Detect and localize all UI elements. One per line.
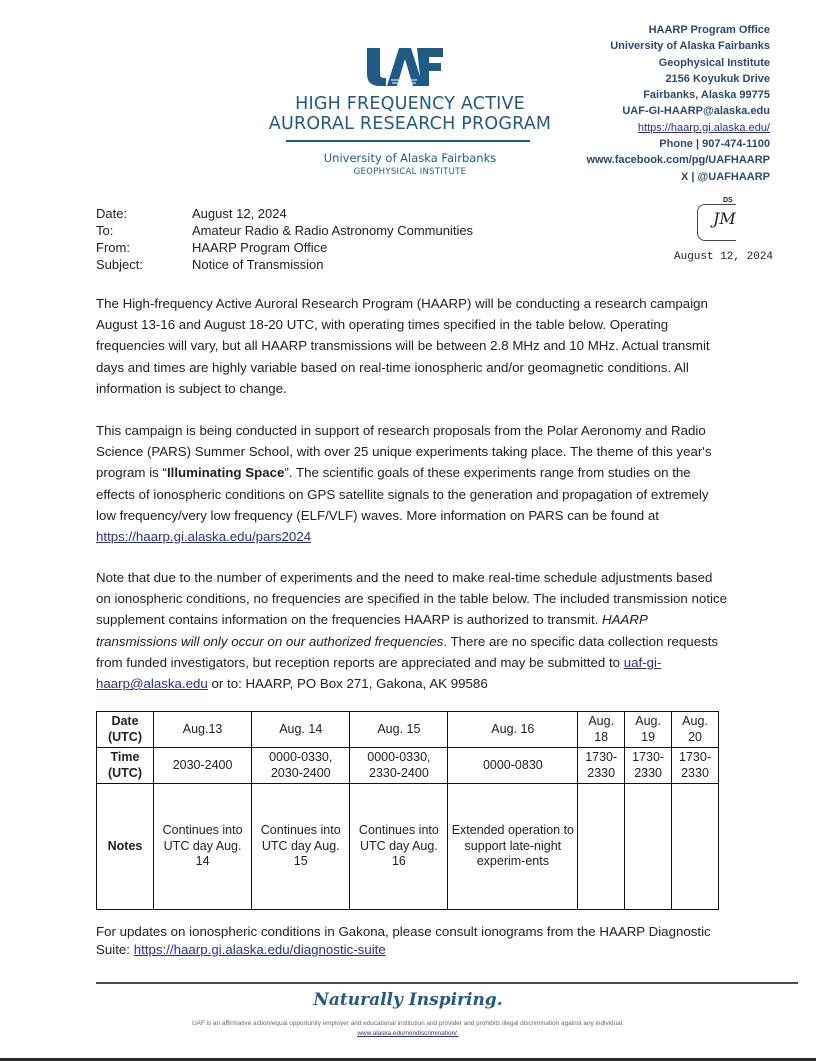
cell-date: Aug. 15 [350,712,448,748]
cell-notes: Continues into UTC day Aug. 15 [252,784,350,910]
diagnostic-suite-link[interactable]: https://haarp.gi.alaska.edu/diagnostic-suite [133,942,386,957]
cell-time: 0000-0830 [448,748,578,784]
address-phone: Phone | 907-474-1100 [659,138,770,151]
note-text-c: or to: HAARP, PO Box 271, Gakona, AK 99586 [207,676,488,692]
cell-time: 1730-2330 [672,748,719,784]
cell-date: Aug. 18 [578,712,625,748]
pars-text-b: ”. The scientific goals of these experiments range from studies on the effects of ionospheric conditions on GPS satellite signals to the generation and propagation of extremely low frequency/very low frequency (ELF/VLF) waves. More information on PARS can be found at [96,465,709,523]
table-row-date [97,712,719,748]
memo-to-value: Amateur Radio & Radio Astronomy Communities [192,223,474,238]
cell-time: 2030-2400 [154,748,252,784]
row-header-notes: Notes [97,784,154,910]
cell-notes [672,784,719,910]
disclaimer-text: UAF is an affirmative action/equal opportunity employer and educational institution and provider and prohibits illegal discrimination against any individual: [192,1020,624,1027]
cell-date: Aug. 19 [625,712,672,748]
memo-date-row [96,205,473,222]
cell-notes [578,784,625,910]
memo-header [96,205,473,273]
row-header-time: Time (UTC) [97,748,154,784]
program-title-line2: AURORAL RESEARCH PROGRAM [268,114,552,134]
memo-from-label: From: [96,240,130,255]
address-email[interactable]: UAF-GI-HAARP@alaska.edu [622,105,770,118]
cell-notes: Continues into UTC day Aug. 16 [350,784,448,910]
cell-notes [625,784,672,910]
address-street: 2156 Koyukuk Drive [665,72,770,85]
pars-text-a: This campaign is being conducted in support of research proposals from the Polar Aeronomy and Radio Science (PARS) Summer School, with over 25 unique experiments taking place. The theme of this year's program is “ [96,423,712,481]
university-name: University of Alaska Fairbanks [323,151,497,165]
paragraph-pars [96,420,728,547]
cell-date: Aug.13 [154,712,252,748]
table-row-notes [97,784,719,910]
note-text-b: . There are no specific data collection requests from funded investigators, but reception reports are appreciated and may be submitted to [96,633,719,670]
diagnostic-text: For updates on ionospheric conditions in Gakona, please consult ionograms from the HAARP Diagnostic Suite: [96,924,711,957]
program-title-line1: HIGH FREQUENCY ACTIVE [295,94,525,114]
cell-time: 1730-2330 [578,748,625,784]
memo-date-label: Date: [96,206,128,221]
memo-to-label: To: [96,223,114,238]
footer-slogan: Naturally Inspiring. [313,990,503,1010]
cell-notes: Extended operation to support late-night experim-ents [448,784,578,910]
uaf-logo [365,46,445,88]
table-row-time [97,748,719,784]
cell-time: 0000-0330, 2030-2400 [252,748,350,784]
memo-subject-row [96,256,473,273]
schedule-table [96,711,719,910]
pars-link[interactable]: https://haarp.gi.alaska.edu/pars2024 [96,529,312,545]
address-office: HAARP Program Office [648,24,770,36]
footer-disclaimer [120,1019,696,1039]
address-institute: Geophysical Institute [658,56,770,69]
paragraph-diagnostic-suite [96,923,728,959]
memo-date-value: August 12, 2024 [192,206,287,221]
theme-name: Illuminating Space [166,465,285,481]
address-facebook[interactable]: www.facebook.com/pg/UAFHAARP [586,154,770,167]
email-link[interactable]: uaf-gi-haarp@alaska.edu [96,654,662,692]
institute-name: GEOPHYSICAL INSTITUTE [353,167,467,177]
signature-date: August 12, 2024 [674,251,774,263]
paragraph-campaign-overview: The High-frequency Active Auroral Research Program (HAARP) will be conducting a research campaign August 13-16 and August 18-20 UTC, with operating times specified in the table below. Operating frequencies will vary, but all HAARP transmissions will be between 2.8 MHz and 10 MHz. Actual transmit days and times are highly variable based on real-time ionospheric and/or geomagnetic conditions. All information is subject to change. [96,296,710,396]
address-x-handle[interactable]: X | @UAFHAARP [681,170,770,183]
address-university: University of Alaska Fairbanks [610,40,770,53]
memo-from-row [96,239,473,256]
address-city: Fairbanks, Alaska 99775 [643,89,770,102]
cell-date: Aug. 14 [252,712,350,748]
memo-to-row [96,222,473,239]
row-header-date: Date (UTC) [97,712,154,748]
note-text-a: Note that due to the number of experiments and the need to make real-time schedule adjustments based on ionospheric conditions, no frequencies are specified in the table below. The included transmission notice supplement contains information on the frequencies HAARP is authorized to transmit. [96,570,728,628]
cell-time: 1730-2330 [625,748,672,784]
memo-subject-value: Notice of Transmission [192,257,324,272]
cell-date: Aug. 16 [448,712,578,748]
memo-from-value: HAARP Program Office [192,240,328,255]
signature-ds-tag: DS [723,197,733,204]
memo-subject-label: Subject: [96,257,143,272]
cell-date: Aug. 20 [672,712,719,748]
nondiscrimination-link[interactable]: www.alaska.edu/nondiscrimination/. [357,1030,459,1037]
footer-divider [96,982,798,984]
logo-divider [286,140,530,142]
cell-notes: Continues into UTC day Aug. 14 [154,784,252,910]
paragraph-frequencies-note [96,567,728,694]
signature-initials: JM [713,209,736,228]
program-title [250,94,570,134]
address-website-link[interactable]: https://haarp.gi.alaska.edu/ [637,121,770,134]
cell-time: 0000-0330, 2330-2400 [350,748,448,784]
note-italic: HAARP transmissions will only occur on our authorized frequencies [96,612,648,649]
address-block [586,22,770,185]
